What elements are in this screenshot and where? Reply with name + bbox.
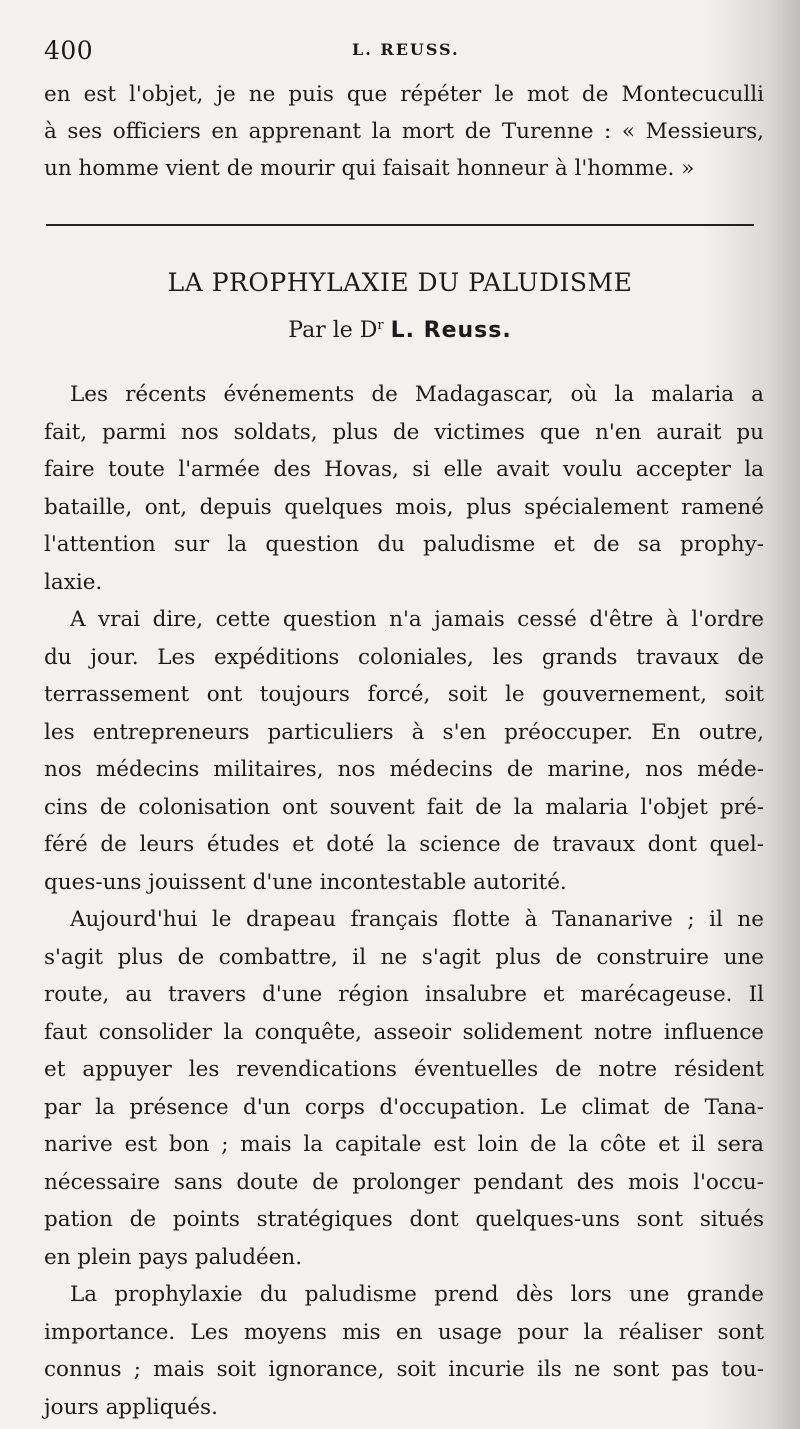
text-line: nos médecins militaires, nos médecins de marine, nos méde- bbox=[44, 757, 764, 782]
text-line: jours appliqués. bbox=[44, 1394, 218, 1420]
text-line: en est l'objet, je ne puis que répéter le mot de Montecuculli bbox=[44, 82, 764, 107]
section-divider bbox=[46, 224, 754, 226]
text-line: en plein pays paludéen. bbox=[44, 1244, 303, 1270]
text-line: par la présence d'un corps d'occupation. Le climat de Tana- bbox=[44, 1094, 764, 1120]
text-line: La prophylaxie du paludisme prend dès lors une grande bbox=[70, 1282, 764, 1307]
text-line: faire toute l'armée des Hovas, si elle avait voulu accepter la bbox=[44, 457, 764, 482]
text-line: faut consolider la conquête, asseoir solidement notre influence bbox=[44, 1019, 764, 1045]
byline-superscript: r bbox=[377, 318, 384, 333]
text-line: ques-uns jouissent d'une incontestable autorité. bbox=[44, 869, 567, 895]
article-title: LA PROPHYLAXIE DU PALUDISME bbox=[167, 268, 633, 297]
text-line: laxie. bbox=[44, 569, 103, 595]
page-number: 400 bbox=[44, 36, 94, 65]
text-line: un homme vient de mourir qui faisait honneur à l'homme. » bbox=[44, 156, 695, 181]
text-line: à ses officiers en apprenant la mort de Turenne : « Messieurs, bbox=[44, 119, 764, 144]
text-line: s'agit plus de combattre, il ne s'agit plus de construire une bbox=[44, 944, 764, 970]
text-line: Les récents événements de Madagascar, où la malaria a bbox=[70, 382, 764, 407]
byline-prefix: Par le D bbox=[288, 318, 378, 343]
text-line: du jour. Les expéditions coloniales, les grands travaux de bbox=[44, 644, 764, 670]
text-line: et appuyer les revendications éventuelles de notre résident bbox=[44, 1057, 764, 1082]
article-byline bbox=[0, 318, 800, 343]
page-header bbox=[44, 36, 760, 68]
text-line: l'attention sur la question du paludisme et de sa prophy- bbox=[44, 532, 764, 557]
text-line: nécessaire sans doute de prolonger pendant des mois l'occu- bbox=[44, 1169, 764, 1195]
text-line: fait, parmi nos soldats, plus de victimes que n'en aurait pu bbox=[44, 419, 764, 445]
text-line: importance. Les moyens mis en usage pour la réaliser sont bbox=[44, 1319, 764, 1345]
running-head: L. REUSS. bbox=[352, 40, 460, 59]
text-line: cins de colonisation ont souvent fait de la malaria l'objet pré- bbox=[44, 794, 764, 820]
text-line: A vrai dire, cette question n'a jamais cessé d'être à l'ordre bbox=[70, 607, 764, 632]
text-line: bataille, ont, depuis quelques mois, plus spécialement ramené bbox=[44, 494, 764, 520]
text-line: Aujourd'hui le drapeau français flotte à Tananarive ; il ne bbox=[70, 907, 764, 932]
text-line: connus ; mais soit ignorance, soit incurie ils ne sont pas tou- bbox=[44, 1357, 764, 1382]
text-line: narive est bon ; mais la capitale est loin de la côte et il sera bbox=[44, 1132, 764, 1157]
author-name: L. Reuss. bbox=[390, 318, 512, 343]
text-line: pation de points stratégiques dont quelques-uns sont situés bbox=[44, 1207, 764, 1232]
text-line: terrassement ont toujours forcé, soit le gouvernement, soit bbox=[44, 682, 764, 707]
text-line: féré de leurs études et doté la science de travaux dont quel- bbox=[44, 832, 764, 857]
text-line: les entrepreneurs particuliers à s'en préoccuper. En outre, bbox=[44, 719, 764, 745]
text-line: route, au travers d'une région insalubre et marécageuse. Il bbox=[44, 982, 764, 1007]
